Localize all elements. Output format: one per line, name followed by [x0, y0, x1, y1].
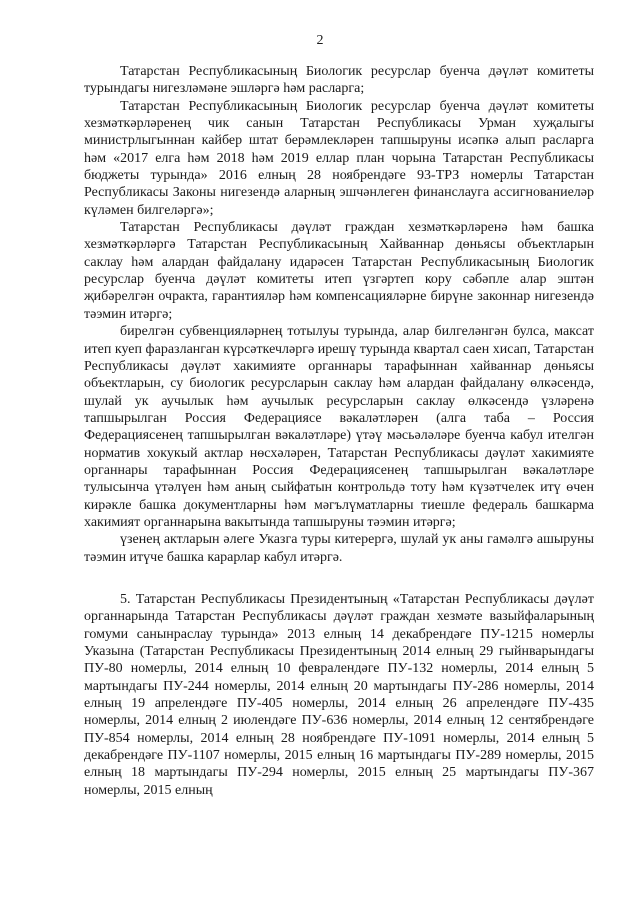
paragraph: бирелгән субвенцияләрнең тотылуы турында, алар билгеләнгән булса, максат итеп куеп фаразланган күрсәткечләргә ирешү турында квартал саен хисап, Татарстан Республикасы дәүләт хакимияте органнары тарафыннан хайваннар дөньясы объектларын, су биологик ресурсларын саклау һәм алардан файдалану өлкәсендә, шулай ук аучылык һәм аучылык ресурсларын саклау өлкәсендә үзләренә тапшырылган Россия Федерациясе вәкаләтләрен (алга таба – Россия Федерациясенең тапшырылган вәкаләтләре) үтәү мәсьәләләре буенча кабул ителгән норматив хокукый актлар нөсхәләрен, Татарстан Республикасы дәүләт хакимияте органнары тарафыннан Россия Федерациясенең тапшырылган вәкаләтләре тулысынча үтәлүен һәм аның сыйфатын контрольдә тоту һәм күзәтчелек итү өчен кирәкле башка документларны һәм мәгълүматларны тиешле федераль башкарма хакимият органнарына вакытында тапшыруны тәэмин итәргә; — [84, 324, 594, 530]
paragraph: үзенең актларын әлеге Указга туры китерергә, шулай ук аны гамәлгә ашыруны тәэмин итүче башка карарлар кабул итәргә. — [84, 532, 594, 565]
paragraph: Татарстан Республикасы дәүләт граждан хезмәткәрләренә һәм башка хезмәткәрләргә Татарстан Республикасының Хайваннар дөньясы объектларын саклау һәм алардан файдалану идарәсен Татарстан Республикасының Биологик ресурслар буенча дәүләт комитеты итеп үзгәртеп кору сәбәпле алар эштән җибәрелгән очракта, гарантияләр һәм компенсацияләрне бирүне законнар нигезендә тәэмин итәргә; — [84, 220, 594, 322]
paragraph: Татарстан Республикасының Биологик ресурслар буенча дәүләт комитеты хезмәткәрләренең чик санын Татарстан Республикасы Урман хуҗалыгы министрлыгыннан кайбер штат берәмлекләрен тапшыруны исәпкә алып расларга һәм «2017 елга һәм 2018 һәм 2019 еллар план чорына Татарстан Республикасы бюджеты турында» 2016 елның 28 ноябрендәге 93-ТРЗ номерлы Татарстан Республикасы Законы нигезендә аларның эшчәнлеген финанслауга ассигнованиеләр күләмен билгеләргә»; — [84, 98, 594, 218]
paragraph: Татарстан Республикасының Биологик ресурслар буенча дәүләт комитеты турындагы нигезләмәне эшләргә һәм расларга; — [84, 64, 594, 97]
paragraph-5: 5. Татарстан Республикасы Президентының «Татарстан Республикасы дәүләт органнарында Татарстан Республикасы дәүләт граждан хезмәте вазыйфаларының гомуми санынраслау турында» 2013 елның 14 декабрендәге ПУ-1215 номерлы Указына (Татарстан Республикасы Президентының 2014 елның 29 гыйнварындагы ПУ-80 номерлы, 2014 елның 10 февралендәге ПУ-132 номерлы, 2014 елның 5 мартындагы ПУ-244 номерлы, 2014 елның 20 мартындагы ПУ-286 номерлы, 2014 елның 19 апрелендәге ПУ-405 номерлы, 2014 елның 26 апрелендәге ПУ-435 номерлы, 2014 елның 2 июлендәге ПУ-636 номерлы, 2014 елның 12 сентябрендәге ПУ-854 номерлы, 2014 елның 28 ноябрендәге ПУ-1091 номерлы, 2014 елның 5 декабрендәге ПУ-1107 номерлы, 2015 елның 16 мартындагы ПУ-289 номерлы, 2015 елның 18 мартындагы ПУ-294 номерлы, 2015 елның 25 мартындагы ПУ-367 номерлы, 2015 елның — [84, 591, 594, 798]
paragraph-gap — [84, 566, 594, 591]
page-number: 2 — [316, 33, 324, 48]
document-body — [84, 63, 594, 799]
